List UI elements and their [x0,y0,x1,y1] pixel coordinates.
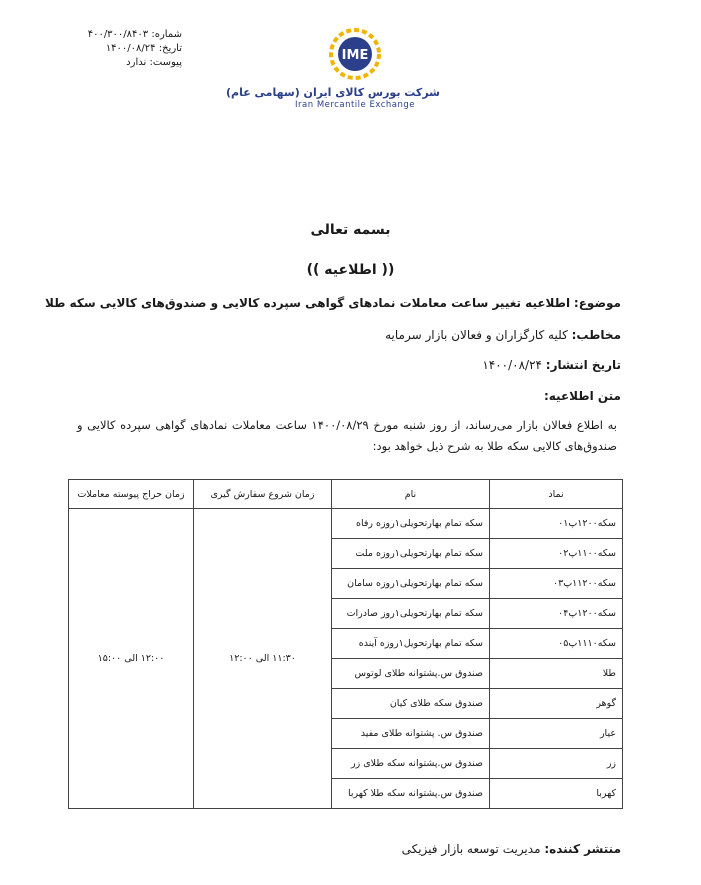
publisher-text: مدیریت توسعه بازار فیزیکی [401,842,541,856]
letter-number [72,28,182,42]
name-cell: سکه تمام بهارتحویلی۱روزه ملت [332,539,490,569]
body-label-line [544,389,621,403]
header-name: نام [332,480,490,509]
name-cell: صندوق س.پشتوانه طلای لوتوس [332,659,490,689]
subject-line [45,296,621,310]
name-cell: صندوق س. پشتوانه طلای مفید [332,719,490,749]
name-cell: صندوق سکه طلای کیان [332,689,490,719]
date-value: ۱۴۰۰/۰۸/۲۴ [105,43,156,54]
table-row [69,509,623,539]
symbol-cell: سکه۱۱۲۰۰پ۰۳ [490,569,623,599]
subject-label: موضوع: [573,296,621,310]
name-cell: سکه تمام بهارتحویلی۱روز صادرات [332,599,490,629]
publisher-line [402,842,621,856]
symbol-cell: عیار [490,719,623,749]
symbol-cell: سکه۱۲۰۰پ۰۴ [490,599,623,629]
symbol-cell: زر [490,749,623,779]
pubdate-label: تاریخ انتشار: [545,358,621,372]
body-label: متن اطلاعیه: [543,389,621,403]
header-trading-time: زمان حراج پیوسته معاملات [69,480,194,509]
name-cell: سکه تمام بهارتحویل۱روزه آینده [332,629,490,659]
name-cell: سکه تمام بهارتحویلی۱روزه سامان [332,569,490,599]
document-title: (( اطلاعیه )) [306,262,395,278]
company-name-en: Iran Mercantile Exchange [295,100,415,110]
pubdate-line [482,358,621,372]
symbol-cell: کهربا [490,779,623,809]
attachment-value: ندارد [126,57,147,68]
symbol-cell: طلا [490,659,623,689]
audience-line [385,328,621,342]
symbol-cell: گوهر [490,689,623,719]
letter-meta [72,28,182,70]
trading-time-cell: ۱۲:۰۰ الی ۱۵:۰۰ [69,509,194,809]
number-label: شماره: [151,29,182,40]
date-label: تاریخ: [158,43,182,54]
symbol-cell: سکه۱۲۰۰پ۰۱ [490,509,623,539]
table-header-row [69,480,623,509]
header-symbol: نماد [490,480,623,509]
letter-date [72,42,182,56]
name-cell: صندوق س.پشتوانه سکه طلا کهربا [332,779,490,809]
audience-text: کلیه کارگزاران و فعالان بازار سرمایه [385,328,568,342]
name-cell: سکه تمام بهارتحویلی۱روزه رفاه [332,509,490,539]
publisher-label: منتشر کننده: [544,842,621,856]
subject-text: اطلاعیه تغییر ساعت معاملات نمادهای گواهی سپرده کالایی و صندوق‌های کالایی سکه طلا [44,296,571,310]
audience-label: مخاطب: [571,328,621,342]
number-value: ۴۰۰/۳۰۰/۸۴۰۳ [87,29,149,40]
order-time-cell: ۱۱:۳۰ الی ۱۲:۰۰ [194,509,332,809]
company-name-fa: شرکت بورس کالای ایران (سهامی عام) [225,86,440,99]
symbol-cell: سکه۱۱۰۰پ۰۲ [490,539,623,569]
logo-mark-text: IME [341,48,369,63]
symbol-cell: سکه۱۱۱۰پ۰۵ [490,629,623,659]
pubdate-value: ۱۴۰۰/۰۸/۲۴ [482,358,542,372]
schedule-table [68,479,623,809]
letter-attachment [72,56,182,70]
company-logo [225,26,440,122]
name-cell: صندوق س.پشتوانه سکه طلای زر [332,749,490,779]
attachment-label: پیوست: [149,57,182,68]
header-order-time: زمان شروع سفارش گیری [194,480,332,509]
ime-logo-icon [320,26,390,82]
body-paragraph: به اطلاع فعالان بازار می‌رساند، از روز شنبه مورخ ۱۴۰۰/۰۸/۲۹ ساعت معاملات نمادهای گواهی سپرده کالایی و صندوق‌های کالایی سکه طلا به شرح ذیل خواهد بود: [77,418,617,453]
invocation: بسمه تعالی [310,222,391,238]
